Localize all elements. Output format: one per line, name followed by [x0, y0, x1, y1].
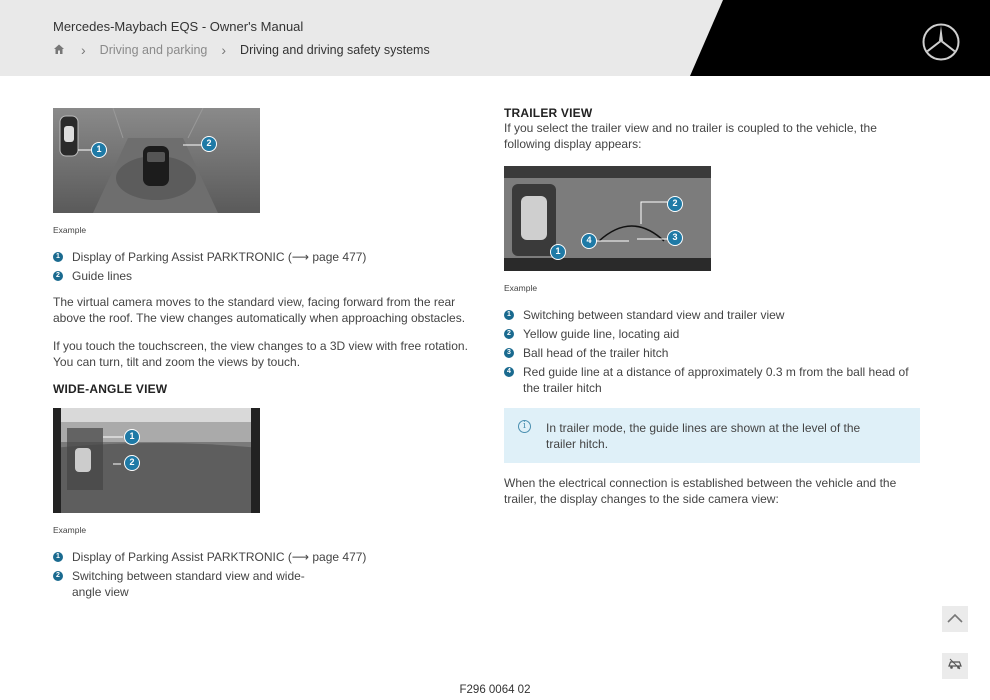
chevron-right-icon: › [221, 42, 227, 58]
image-caption: Example [504, 283, 538, 293]
info-note-box [504, 408, 920, 463]
number-badge: 3 [504, 348, 514, 358]
breadcrumb-current-page: Driving and driving safety systems [240, 43, 430, 57]
callout-1: 1 [124, 429, 140, 445]
mercedes-star-logo[interactable] [921, 22, 961, 62]
section-heading-trailer-view: TRAILER VIEW [504, 106, 593, 120]
callout-1: 1 [91, 142, 107, 158]
list-item-text: Guide lines [72, 269, 133, 283]
info-icon: i [518, 420, 531, 433]
number-badge: 4 [504, 367, 514, 377]
page-header [0, 0, 990, 76]
callout-4: 4 [581, 233, 597, 249]
manual-title: Mercedes-Maybach EQS - Owner's Manual [53, 19, 304, 34]
breadcrumb-link-driving-and-parking[interactable]: Driving and parking [99, 43, 208, 57]
camera-image-standard-view [53, 108, 260, 213]
paragraph-trailer-intro: If you select the trailer view and no trailer is coupled to the vehicle, the following display appears: [504, 121, 877, 151]
breadcrumb [53, 42, 430, 58]
page-code: F296 0064 02 [459, 684, 531, 696]
left-column [53, 108, 473, 603]
chevron-up-icon [947, 610, 963, 628]
list-item-text[interactable]: Display of Parking Assist PARKTRONIC (⟶ page 477) [72, 550, 367, 564]
chevron-right-icon: › [81, 42, 86, 58]
image-caption: Example [53, 225, 87, 235]
paragraph-touchscreen: If you touch the touchscreen, the view changes to a 3D view with free rotation. You can turn, tilt and zoom the views by touch. [53, 339, 468, 369]
list-item [504, 345, 924, 361]
home-icon[interactable] [53, 43, 67, 57]
car-settings-button[interactable] [942, 653, 968, 679]
list-item-text: Yellow guide line, locating aid [523, 327, 680, 341]
legend-list-trailer-view [504, 307, 924, 396]
legend-list-wide-angle-view [53, 549, 473, 600]
callout-1: 1 [550, 244, 566, 260]
paragraph-electrical-connection: When the electrical connection is established between the vehicle and the trailer, the display changes to the side camera view: [504, 476, 897, 506]
callout-2: 2 [124, 455, 140, 471]
number-badge: 2 [53, 571, 63, 581]
list-item-text: Red guide line at a distance of approximately 0.3 m from the ball head of the trailer hitch [523, 365, 909, 395]
callout-2: 2 [201, 136, 217, 152]
list-item [53, 268, 473, 284]
camera-image-wide-angle-view [53, 408, 260, 513]
info-note-text: In trailer mode, the guide lines are shown at the level of the trailer hitch. [546, 421, 861, 451]
number-badge: 1 [504, 310, 514, 320]
list-item [53, 568, 333, 600]
list-item [504, 307, 924, 323]
image-caption: Example [53, 525, 87, 535]
right-column [504, 106, 924, 507]
list-item [53, 249, 473, 265]
callout-3: 3 [667, 230, 683, 246]
number-badge: 2 [504, 329, 514, 339]
paragraph-virtual-camera: The virtual camera moves to the standard view, facing forward from the rear above the roof. The view changes automatically when approaching obstacles. [53, 295, 466, 325]
section-heading-wide-angle: WIDE-ANGLE VIEW [53, 382, 168, 396]
list-item-text: Switching between standard view and wide-angle view [72, 569, 305, 599]
list-item-text: Switching between standard view and trailer view [523, 308, 785, 322]
number-badge: 2 [53, 271, 63, 281]
list-item-text: Ball head of the trailer hitch [523, 346, 669, 360]
callout-2: 2 [667, 196, 683, 212]
number-badge: 1 [53, 552, 63, 562]
list-item [53, 549, 473, 565]
camera-image-trailer-view [504, 166, 711, 271]
list-item [504, 364, 924, 396]
car-settings-icon [947, 657, 963, 675]
legend-list-standard-view [53, 249, 473, 284]
list-item-text[interactable]: Display of Parking Assist PARKTRONIC (⟶ page 477) [72, 250, 367, 264]
scroll-to-top-button[interactable] [942, 606, 968, 632]
number-badge: 1 [53, 252, 63, 262]
list-item [504, 326, 924, 342]
